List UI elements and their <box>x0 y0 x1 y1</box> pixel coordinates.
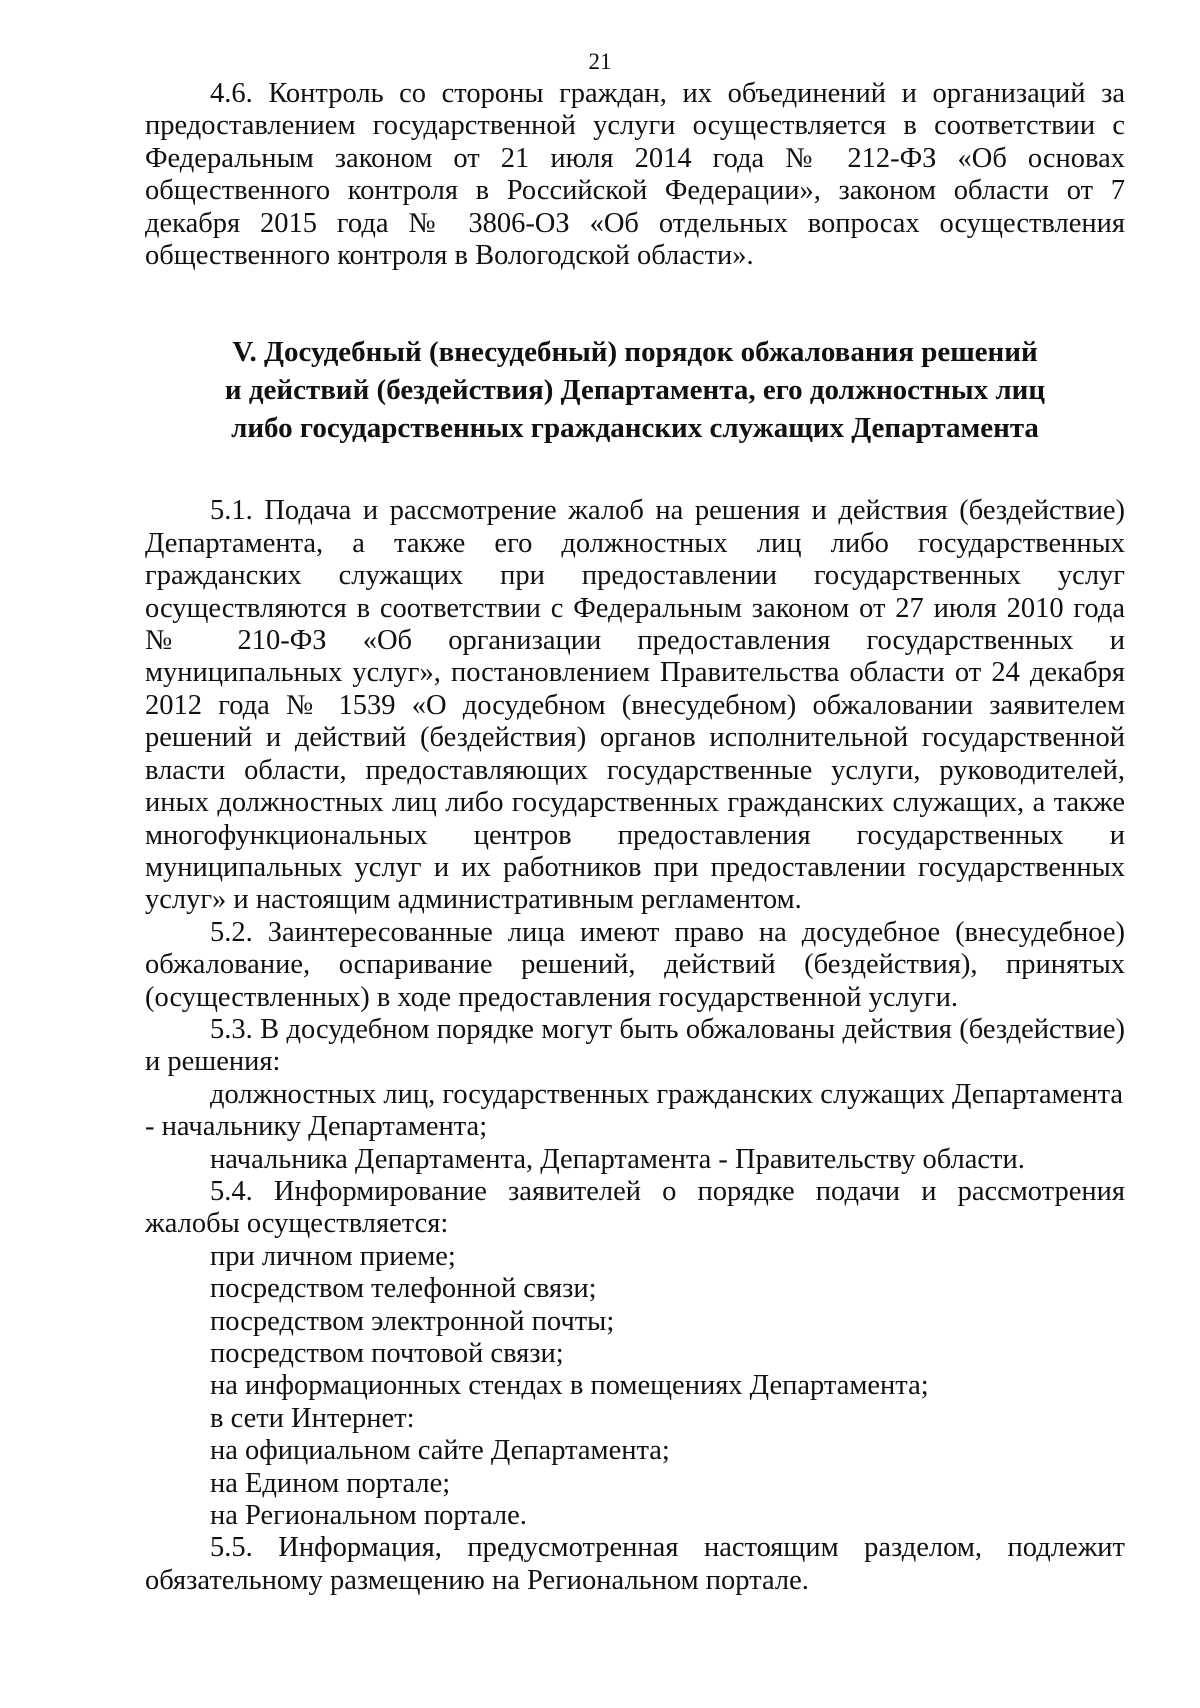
list-item: в сети Интернет: <box>210 1402 415 1434</box>
heading-line: V. Досудебный (внесудебный) порядок обжалования решений <box>232 336 1038 369</box>
heading-line: либо государственных гражданских служащих Департамента <box>231 412 1039 445</box>
section-v-heading <box>145 333 1125 447</box>
list-item: на официальном сайте Департамента; <box>210 1435 670 1467</box>
heading-line: и действий (бездействия) Департамента, его должностных лиц <box>224 374 1046 407</box>
paragraph-5-3-item-1: должностных лиц, государственных гражданских служащих Департамента <box>210 1078 1124 1110</box>
list-item: посредством телефонной связи; <box>210 1273 597 1305</box>
section-v-body <box>145 495 1125 1597</box>
list-item: при личном приеме; <box>210 1240 456 1272</box>
paragraph-5-3-item-1-continuation: - начальнику Департамента; <box>145 1111 488 1143</box>
list-item: посредством электронной почты; <box>210 1305 615 1337</box>
list-item: на информационных стендах в помещениях Департамента; <box>210 1370 929 1402</box>
paragraph-5-4: 5.4. Информирование заявителей о порядке подачи и рассмотрения жалобы осуществляется: <box>145 1175 1125 1240</box>
paragraph-5-3-item-2: начальника Департамента, Департамента - Правительству области. <box>210 1143 1025 1175</box>
paragraph-5-5: 5.5. Информация, предусмотренная настоящим разделом, подлежит обязательному размещению на Региональном портале. <box>145 1532 1125 1596</box>
list-item: на Едином портале; <box>210 1467 451 1499</box>
document-body <box>145 78 1125 1597</box>
paragraph-5-1: 5.1. Подача и рассмотрение жалоб на решения и действия (бездействие) Департамента, а также его должностных лиц либо государственных гражданских служащих при предоставлении государственных услуг осуществляются в соответствии с Федеральным законом от 27 июля 2010 года № 210-ФЗ «Об организации предоставления государственных и муниципальных услуг», постановлением Правительства области от 24 декабря 2012 года № 1539 «О досудебном (внесудебном) обжаловании заявителем решений и действий (бездействия) органов исполнительной государственной власти области, предоставляющих государственные услуги, руководителей, иных должностных лиц либо государственных гражданских служащих, а также многофункциональных центров предоставления государственных и муниципальных услуг и их работников при предоставлении государственных услуг» и настоящим административным регламентом. <box>145 495 1125 916</box>
paragraph-5-3: 5.3. В досудебном порядке могут быть обжалованы действия (бездействие) и решения: <box>145 1013 1125 1078</box>
paragraph-4-6: 4.6. Контроль со стороны граждан, их объединений и организаций за предоставлением государственной услуги осуществляется в соответствии с Федеральным законом от 21 июля 2014 года № 212-ФЗ «Об основах общественного контроля в Российской Федерации», законом области от 7 декабря 2015 года № 3806-ОЗ «Об отдельных вопросах осуществления общественного контроля в Вологодской области». <box>145 78 1125 272</box>
list-item: на Региональном портале. <box>210 1500 527 1532</box>
paragraph-5-2: 5.2. Заинтересованные лица имеют право на досудебное (внесудебное) обжалование, оспаривание решений, действий (бездействия), принятых (осуществленных) в ходе предоставления государственной услуги. <box>145 916 1125 1013</box>
page-number: 21 <box>588 49 612 74</box>
informing-methods-list <box>145 1241 1125 1533</box>
list-item: посредством почтовой связи; <box>210 1338 564 1369</box>
